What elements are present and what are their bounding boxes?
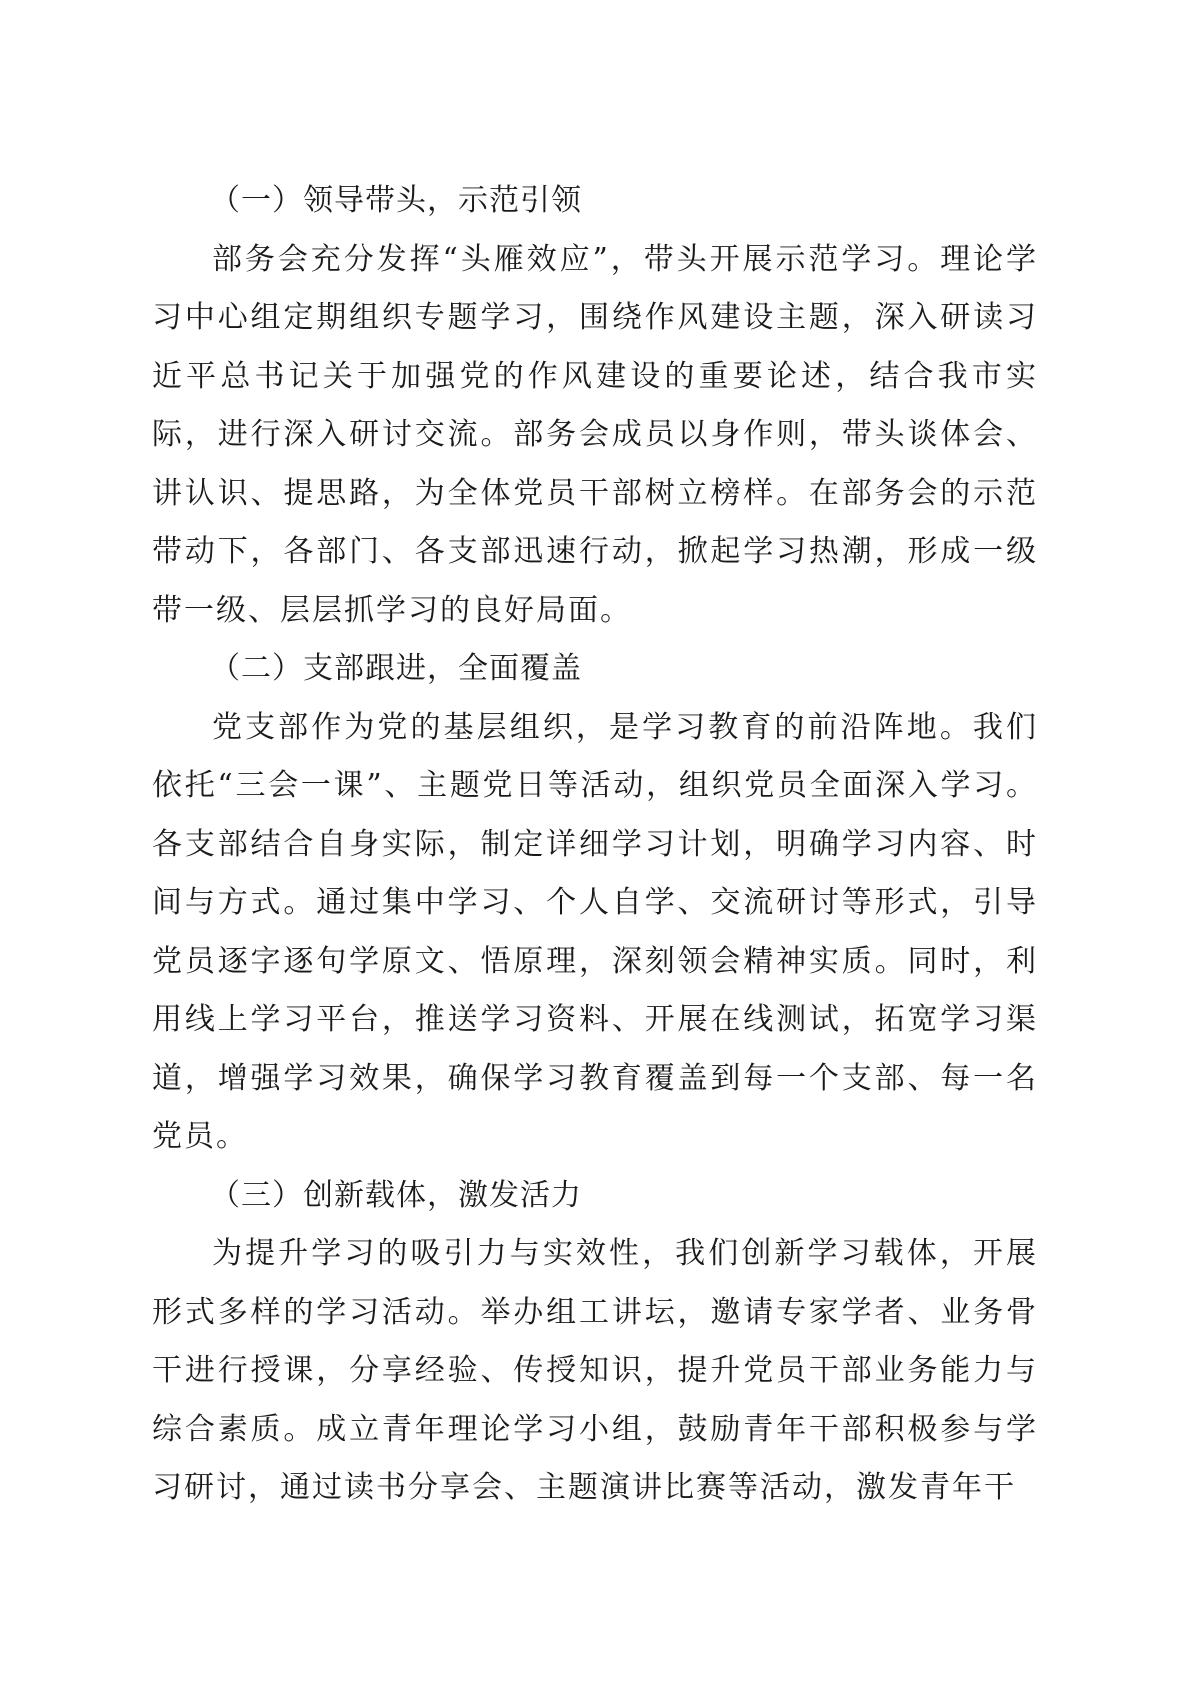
document-body: [152, 172, 1038, 1518]
section-paragraph-2: 党支部作为党的基层组织，是学习教育的前沿阵地。我们依托“三会一课”、主题党日等活动，组织党员全面深入学习。各支部结合自身实际，制定详细学习计划，明确学习内容、时间与方式。通过集中学习、个人自学、交流研讨等形式，引导党员逐字逐句学原文、悟原理，深刻领会精神实质。同时，利用线上学习平台，推送学习资料、开展在线测试，拓宽学习渠道，增强学习效果，确保学习教育覆盖到每一个支部、每一名党员。: [152, 709, 1038, 1154]
section-heading-3: （三）创新载体，激发活力: [210, 1177, 582, 1213]
section-paragraph-3: 为提升学习的吸引力与实效性，我们创新学习载体，开展形式多样的学习活动。举办组工讲坛，邀请专家学者、业务骨干进行授课，分享经验、传授知识，提升党员干部业务能力与综合素质。成立青年理论学习小组，鼓励青年干部积极参与学习研讨，通过读书分享会、主题演讲比赛等活动，激发青年干: [152, 1236, 1038, 1505]
section-paragraph-1: 部务会充分发挥“头雁效应”，带头开展示范学习。理论学习中心组定期组织专题学习，围绕作风建设主题，深入研读习近平总书记关于加强党的作风建设的重要论述，结合我市实际，进行深入研讨交流。部务会成员以身作则，带头谈体会、讲认识、提思路，为全体党员干部树立榜样。在部务会的示范带动下，各部门、各支部迅速行动，掀起学习热潮，形成一级带一级、层层抓学习的良好局面。: [152, 241, 1038, 628]
section-heading-1: （一）领导带头，示范引领: [210, 183, 582, 218]
section-heading-2: （二）支部跟进，全面覆盖: [210, 651, 582, 686]
